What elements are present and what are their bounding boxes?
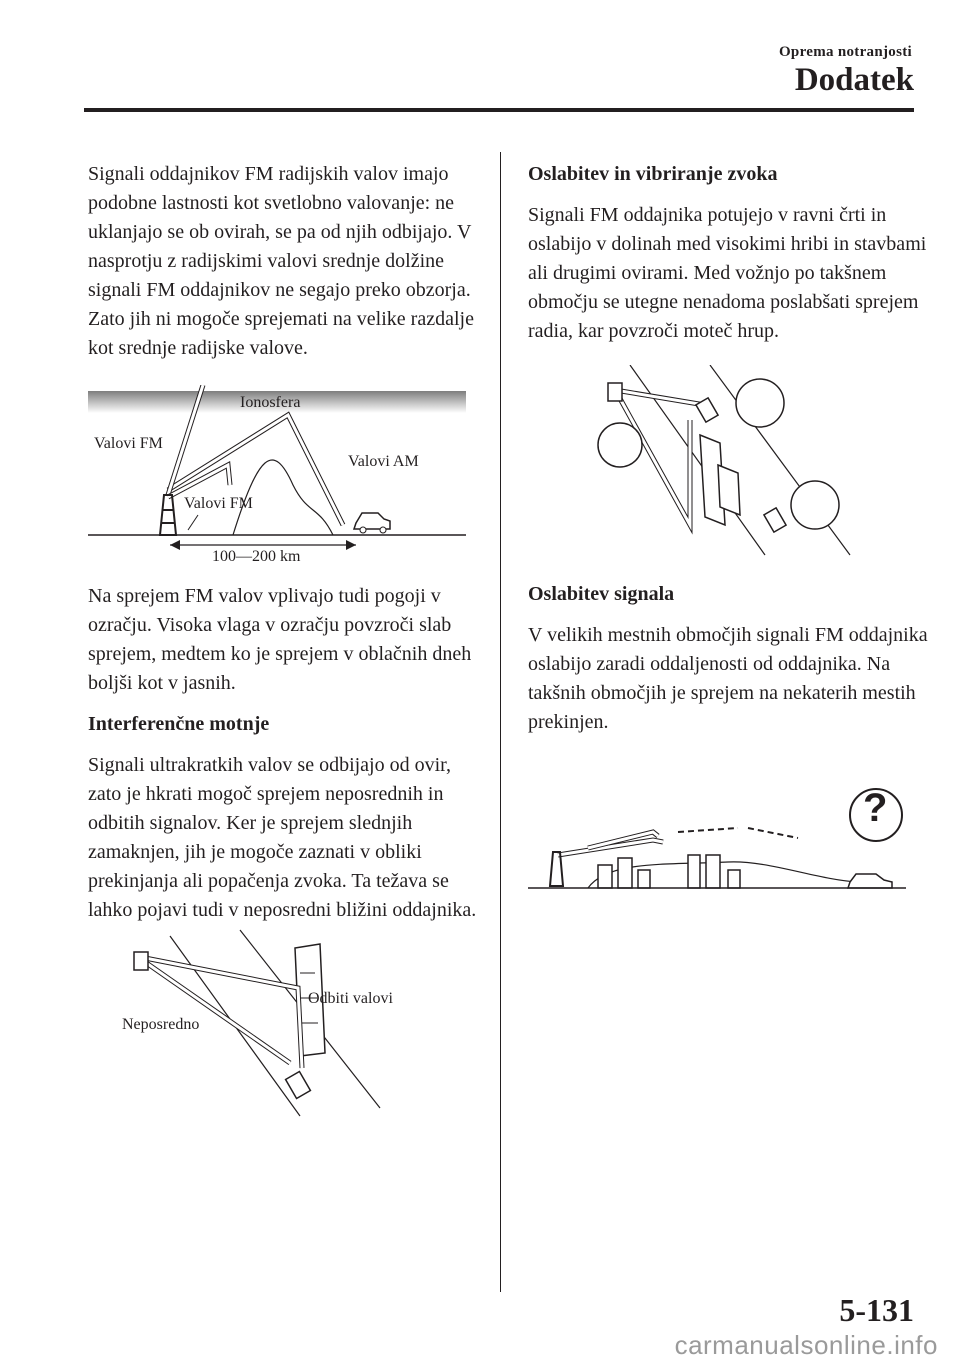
watermark: carmanualsonline.info: [674, 1330, 938, 1360]
weak-signal-heading: Oslabitev signala: [528, 583, 675, 605]
ionosphere-label: Ionosfera: [240, 394, 301, 411]
left-paragraph-1: Signali oddajnikov FM radijskih valov imajo podobne lastnosti kot svetlobno valovanje: ne uklanjajo se ob ovirah, se pa od njih odbijajo. V nasprotju z radijskimi valovi srednje dolžine signali FM oddajnikov ne segajo preko obzorja. Zato jih ni mogoče sprejemati na velike razdalje kot srednje radijske valove.: [88, 163, 474, 359]
am-waves-label: Valovi AM: [348, 453, 419, 470]
fading-figure: [590, 365, 860, 560]
fm-waves-label-bottom: Valovi FM: [184, 495, 253, 512]
distance-label: 100—200 km: [212, 548, 301, 565]
right-column-continued: [528, 580, 928, 737]
fading-heading: Oslabitev in vibriranje zvoka: [528, 163, 778, 185]
column-divider: [500, 152, 501, 1292]
right-paragraph-1: Signali FM oddajnika potujejo v ravni črti in oslabijo v dolinah med visokimi hribi in stavbami ali drugimi ovirami. Med vožnjo po takšnem območju se utegne nenadoma poslabšati sprejem radia, kar povzroči moteč hrup.: [528, 204, 927, 342]
left-paragraph-3: Signali ultrakratkih valov se odbijajo od ovir, zato je hkrati mogoč sprejem neposrednih in odbitih signalov. Ker je sprejem slednjih zamaknjen, jih je mogoče zaznati v obliki prekinjanja ali popačenja zvoka. Ta težava se lahko pojavi tudi v neposredni bližini oddajnika.: [88, 754, 477, 921]
page-title: Dodatek: [794, 62, 914, 98]
header-section: Oprema notranjosti: [778, 44, 912, 60]
fm-am-propagation-figure: [88, 385, 468, 565]
interference-heading: Interferenčne motnje: [88, 713, 270, 735]
header-rule: [84, 108, 914, 112]
direct-label: Neposredno: [122, 1016, 200, 1033]
right-column: [528, 160, 928, 346]
question-mark-icon: ?: [863, 786, 888, 830]
page-number: 5-131: [839, 1292, 914, 1328]
left-paragraph-2: Na sprejem FM valov vplivajo tudi pogoji v ozračju. Visoka vlaga v ozračju povzroči slab sprejem, medtem ko je sprejem v oblačnih dneh boljši kot v jasnih.: [88, 585, 472, 694]
reflection-figure: [120, 928, 420, 1118]
reflected-waves-label: Odbiti valovi: [308, 990, 393, 1007]
right-paragraph-2: V velikih mestnih območjih signali FM oddajnika oslabijo zaradi oddaljenosti od oddajnika. Na takšnih območjih je sprejem na nekaterih mestih prekinjen.: [528, 624, 928, 733]
left-column-continued: [88, 582, 478, 925]
signal-weakening-figure: [528, 770, 908, 895]
fm-waves-label-top: Valovi FM: [94, 435, 163, 452]
left-column: [88, 160, 478, 363]
